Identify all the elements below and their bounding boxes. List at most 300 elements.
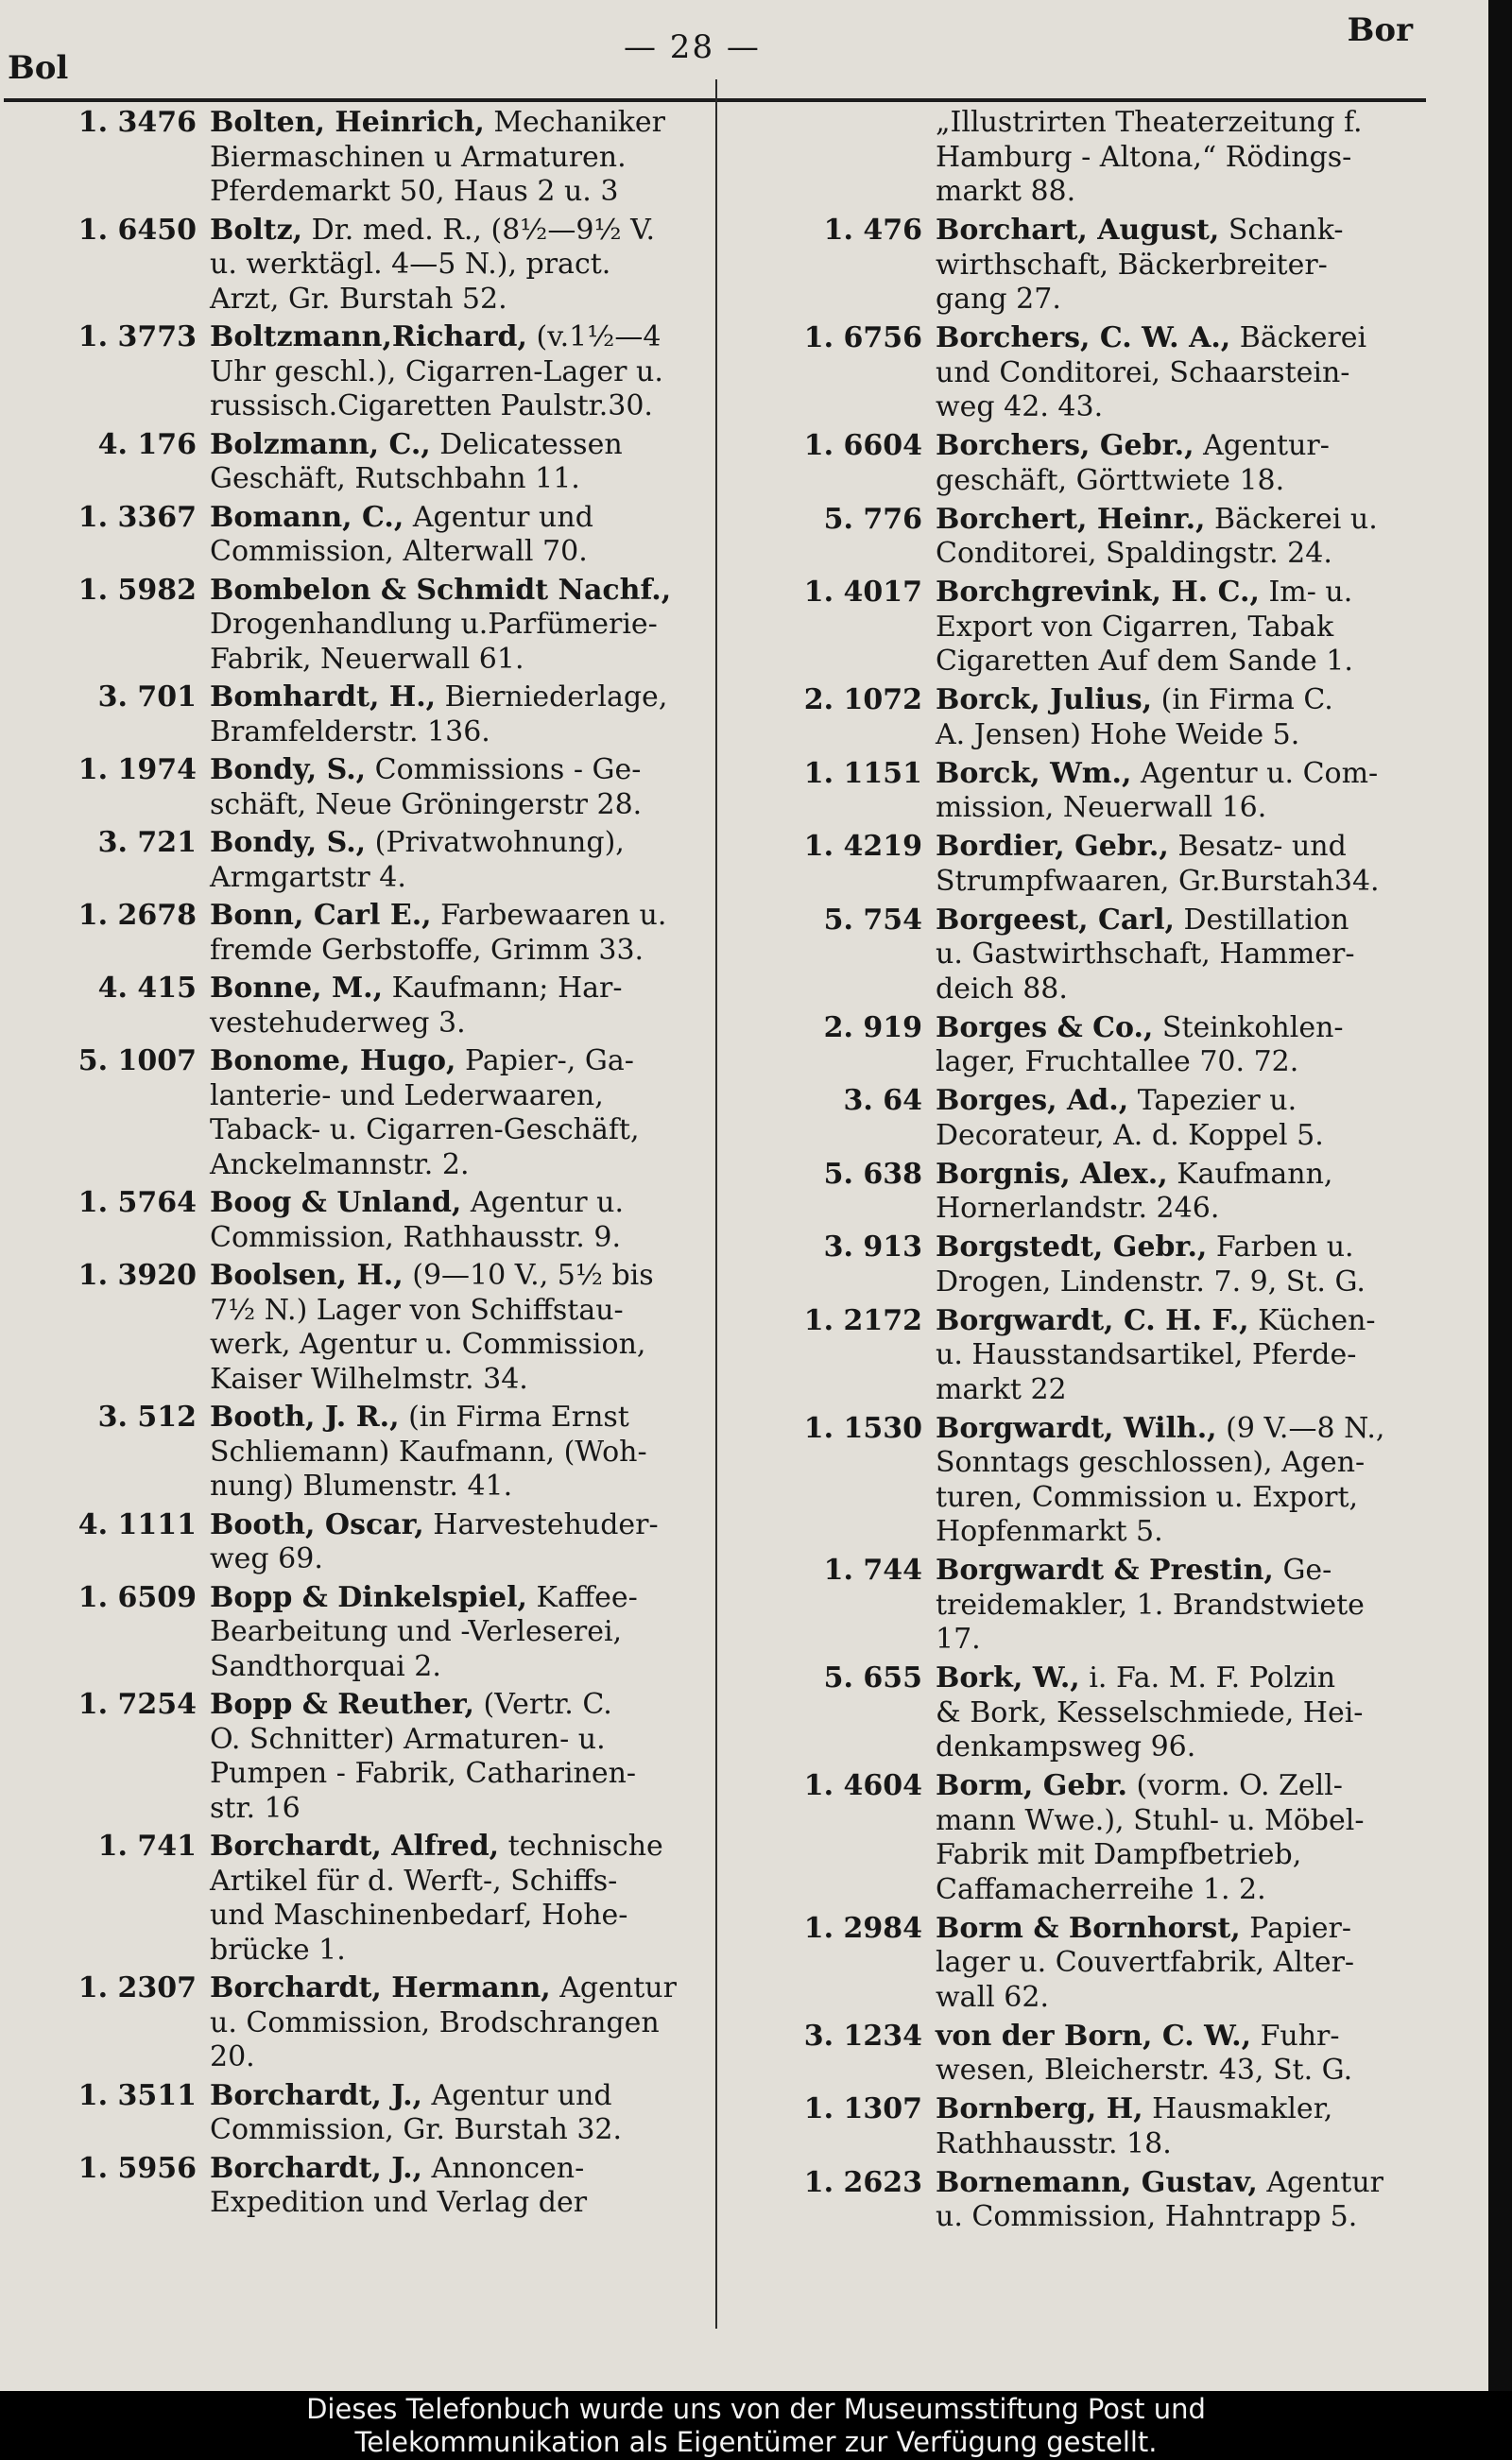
directory-entry — [38, 826, 718, 895]
page-number: — 28 — — [624, 28, 761, 66]
subscriber-name: Bonne, M., — [210, 972, 384, 1005]
phone-number: 1. 2307 — [77, 1971, 197, 2004]
entry-detail-line: u. Hausstandsartikel, Pferde- — [936, 1338, 1357, 1371]
entry-detail-line: schäft, Neue Gröningerstr 28. — [210, 787, 643, 821]
entry-detail: (9 V.—8 N., — [1226, 1411, 1385, 1445]
phone-number: 1. 6604 — [803, 429, 922, 462]
entry-detail-line: wall 62. — [936, 1980, 1049, 2014]
directory-entry — [764, 1230, 1482, 1299]
subscriber-name: Bordier, Gebr., — [936, 830, 1169, 863]
entry-detail-line: Uhr geschl.), Cigarren-Lager u. — [210, 354, 663, 388]
header-left-keyword: Bol — [8, 49, 69, 87]
subscriber-name: Bomann, C., — [210, 500, 404, 534]
entry-detail-line: Strumpfwaaren, Gr.Burstah34. — [936, 864, 1380, 898]
subscriber-name: Borgnis, Alex., — [936, 1157, 1168, 1191]
entry-detail-line: Artikel für d. Werft-, Schiffs- — [210, 1864, 618, 1898]
subscriber-name: Boltzmann,Richard, — [210, 320, 527, 353]
entry-first-line — [210, 753, 701, 788]
directory-entry — [38, 680, 718, 749]
subscriber-name: Bopp & Reuther, — [210, 1688, 474, 1721]
subscriber-name: Bombelon & Schmidt Nachf., — [210, 573, 672, 607]
subscriber-name: von der Born, C. W., — [936, 2019, 1252, 2053]
directory-entry — [38, 320, 718, 424]
entry-detail: Bäckerei u. — [1214, 502, 1378, 536]
entry-detail: (Privatwohnung), — [374, 826, 625, 859]
subscriber-name: Borchert, Heinr., — [936, 502, 1206, 536]
phone-number: 5. 655 — [823, 1661, 922, 1694]
entry-first-line — [210, 320, 701, 355]
phone-number: 1. 7254 — [77, 1688, 197, 1721]
entry-detail: (vorm. O. Zell- — [1136, 1769, 1343, 1802]
subscriber-name: Borges & Co., — [936, 1010, 1154, 1044]
directory-entry — [764, 1769, 1482, 1907]
phone-number: 1. 5956 — [77, 2151, 197, 2185]
phone-number: 1. 3511 — [77, 2078, 197, 2112]
directory-entry — [764, 214, 1482, 318]
entry-detail: Papier- — [1249, 1911, 1352, 1945]
directory-entry — [38, 1581, 718, 1685]
directory-entry — [764, 830, 1482, 899]
entry-detail-line: Rathhausstr. 18. — [936, 2126, 1172, 2160]
entry-first-line — [936, 2092, 1427, 2127]
entry-first-line — [210, 1044, 701, 1079]
subscriber-name: Bolten, Heinrich, — [210, 106, 485, 139]
directory-entry — [764, 1412, 1482, 1550]
subscriber-name: Borgwardt, C. H. F., — [936, 1303, 1249, 1337]
entry-detail: Agentur u. Com- — [1140, 756, 1379, 790]
entry-detail: Küchen- — [1258, 1303, 1376, 1337]
subscriber-name: Borchgrevink, H. C., — [936, 576, 1260, 609]
subscriber-name: Borck, Wm., — [936, 756, 1132, 790]
entry-detail-line: Pferdemarkt 50, Haus 2 u. 3 — [210, 175, 619, 208]
entry-detail-line: Fabrik mit Dampfbetrieb, — [936, 1838, 1302, 1871]
entry-detail-line: O. Schnitter) Armaturen- u. — [210, 1722, 606, 1756]
entry-detail-line: Expedition und Verlag der — [210, 2186, 588, 2219]
entry-first-line — [936, 903, 1427, 938]
entry-first-line — [210, 2152, 701, 2187]
entry-detail-line: lager, Fruchtallee 70. 72. — [936, 1045, 1299, 1078]
phone-number: 1. 2623 — [803, 2165, 922, 2199]
entry-detail-line: Conditorei, Spaldingstr. 24. — [936, 537, 1332, 570]
subscriber-name: Borgwardt & Prestin, — [936, 1554, 1274, 1587]
subscriber-name: Borm & Bornhorst, — [936, 1911, 1241, 1945]
directory-entry — [764, 2092, 1482, 2161]
entry-detail-line: deich 88. — [936, 972, 1068, 1006]
entry-detail-line: Biermaschinen u Armaturen. — [210, 140, 627, 174]
entry-detail-line: brücke 1. — [210, 1933, 346, 1967]
directory-entry — [38, 1259, 718, 1397]
phone-number: 2. 919 — [823, 1010, 922, 1044]
subscriber-name: Bopp & Dinkelspiel, — [210, 1580, 527, 1614]
directory-entry — [38, 214, 718, 318]
page-header — [0, 0, 1488, 106]
entry-detail-line: & Bork, Kesselschmiede, Hei- — [936, 1695, 1364, 1729]
subscriber-name: Bonome, Hugo, — [210, 1044, 456, 1077]
directory-entry — [764, 1554, 1482, 1658]
entry-detail: Im- u. — [1268, 576, 1353, 609]
entry-detail-line: und Conditorei, Schaarstein- — [936, 355, 1350, 389]
entry-detail-line: Commission, Gr. Burstah 32. — [210, 2113, 623, 2146]
entry-detail-line: gang 27. — [936, 283, 1061, 316]
continuation-line: markt 88. — [936, 175, 1076, 208]
entry-detail-line: fremde Gerbstoffe, Grimm 33. — [210, 933, 644, 967]
entry-detail: Agentur u. — [470, 1186, 624, 1219]
entry-detail: (Vertr. C. — [483, 1688, 612, 1721]
continuation-line: „Illustrirten Theaterzeitung f. — [936, 106, 1363, 139]
entry-first-line — [210, 428, 701, 463]
subscriber-name: Borchardt, J., — [210, 2151, 422, 2185]
entry-detail: Besatz- und — [1177, 830, 1347, 863]
directory-entry — [764, 757, 1482, 826]
entry-detail-line: wirthschaft, Bäckerbreiter- — [936, 248, 1328, 282]
entry-first-line — [936, 1412, 1427, 1447]
phone-number: 4. 1111 — [77, 1507, 197, 1541]
phone-number: 5. 754 — [823, 903, 922, 937]
directory-entry — [38, 1830, 718, 1968]
entry-first-line — [210, 2079, 701, 2114]
directory-entry — [764, 576, 1482, 680]
subscriber-name: Borgstedt, Gebr., — [936, 1230, 1208, 1264]
subscriber-name: Booth, J. R., — [210, 1401, 400, 1434]
directory-entry — [38, 2079, 718, 2148]
entry-detail-line: 17. — [936, 1623, 981, 1656]
entry-detail: Kaffee- — [536, 1580, 638, 1614]
entry-detail-line: wesen, Bleicherstr. 43, St. G. — [936, 2054, 1353, 2087]
entry-detail: Farbewaaren u. — [440, 899, 667, 932]
entry-detail-line: lager u. Couvertfabrik, Alter- — [936, 1946, 1355, 1979]
directory-entry — [38, 753, 718, 822]
entry-detail: Delicatessen — [439, 427, 623, 461]
entry-first-line — [936, 1011, 1427, 1046]
directory-entry — [38, 428, 718, 497]
entry-first-line — [210, 1186, 701, 1221]
phone-number: 1. 6509 — [77, 1580, 197, 1614]
entry-detail: Farben u. — [1215, 1230, 1354, 1264]
entry-first-line — [936, 757, 1427, 792]
entry-first-line — [210, 214, 701, 249]
entry-detail-line: lanterie- und Lederwaaren, — [210, 1078, 604, 1112]
entry-detail-line: Sandthorquai 2. — [210, 1649, 441, 1683]
entry-detail-line: u. Commission, Hahntrapp 5. — [936, 2200, 1358, 2233]
entry-detail-line: Export von Cigarren, Tabak — [936, 610, 1334, 644]
directory-entry — [764, 1011, 1482, 1080]
entry-detail-line: Anckelmannstr. 2. — [210, 1147, 470, 1181]
directory-entry — [764, 903, 1482, 1007]
entry-first-line — [210, 1688, 701, 1723]
entry-detail-line: Hopfenmarkt 5. — [936, 1515, 1163, 1548]
entry-first-line — [936, 214, 1427, 249]
subscriber-name: Borchardt, J., — [210, 2078, 422, 2112]
subscriber-name: Bondy, S., — [210, 826, 367, 859]
entry-first-line — [210, 106, 701, 141]
entry-first-line — [936, 2166, 1427, 2201]
entry-detail-line: Cigaretten Auf dem Sande 1. — [936, 645, 1353, 678]
directory-entry — [38, 972, 718, 1041]
entry-detail: Tapezier u. — [1137, 1084, 1297, 1117]
phone-number: 3. 64 — [843, 1084, 922, 1117]
phone-number: 1. 1530 — [803, 1411, 922, 1445]
entry-detail: Agentur und — [431, 2078, 612, 2112]
subscriber-name: Bondy, S., — [210, 753, 367, 786]
entry-detail-line: 20. — [210, 2040, 255, 2073]
entry-detail: Fuhr- — [1260, 2019, 1340, 2053]
phone-number: 3. 913 — [823, 1230, 922, 1264]
entry-detail-line: und Maschinenbedarf, Hohe- — [210, 1899, 628, 1932]
phone-number: 4. 176 — [97, 427, 197, 461]
entry-first-line — [936, 576, 1427, 611]
entry-first-line — [210, 680, 701, 715]
directory-entry — [38, 1044, 718, 1182]
entry-first-line — [210, 972, 701, 1006]
subscriber-name: Borchardt, Alfred, — [210, 1830, 500, 1863]
subscriber-name: Borgwardt, Wilh., — [936, 1411, 1217, 1445]
entry-detail-line: mission, Neuerwall 16. — [936, 791, 1267, 824]
phone-number: 1. 3773 — [77, 320, 197, 353]
entry-detail: Destillation — [1183, 903, 1349, 937]
entry-detail-line: markt 22 — [936, 1372, 1067, 1406]
phone-number: 1. 1151 — [803, 756, 922, 790]
phone-number: 1. 6450 — [77, 213, 197, 247]
entry-detail: i. Fa. M. F. Polzin — [1089, 1661, 1336, 1694]
phone-number: 2. 1072 — [803, 683, 922, 716]
subscriber-name: Borm, Gebr. — [936, 1769, 1127, 1802]
entry-detail-line: Decorateur, A. d. Koppel 5. — [936, 1118, 1324, 1152]
directory-entry — [38, 1401, 718, 1505]
entry-detail-line: geschäft, Görttwiete 18. — [936, 463, 1285, 497]
subscriber-name: Bolzmann, C., — [210, 427, 431, 461]
entry-first-line — [936, 1554, 1427, 1589]
entry-detail-line: Pumpen - Fabrik, Catharinen- — [210, 1757, 637, 1790]
entry-detail-line: Fabrik, Neuerwall 61. — [210, 642, 524, 676]
phone-number: 1. 2678 — [77, 899, 197, 932]
subscriber-name: Borchart, August, — [936, 214, 1220, 247]
directory-entry — [38, 1971, 718, 2075]
entry-first-line — [936, 1912, 1427, 1947]
directory-entry — [38, 1688, 718, 1826]
entry-first-line — [210, 501, 701, 536]
entry-detail: Steinkohlen- — [1161, 1010, 1344, 1044]
phone-number: 1. 4219 — [803, 830, 922, 863]
directory-entry — [38, 106, 718, 210]
phone-number: 4. 415 — [97, 972, 197, 1005]
directory-entry — [764, 683, 1482, 752]
entry-first-line — [936, 1661, 1427, 1696]
directory-entry — [764, 1304, 1482, 1408]
entry-first-line — [210, 1830, 701, 1865]
entry-first-line — [936, 503, 1427, 538]
subscriber-name: Borchers, C. W. A., — [936, 321, 1231, 354]
subscriber-name: Bomhardt, H., — [210, 680, 437, 714]
entry-detail: Agentur — [1266, 2165, 1384, 2199]
scan-edge — [1488, 0, 1512, 2391]
phone-number: 1. 1307 — [803, 2092, 922, 2125]
directory-entry — [38, 2152, 718, 2221]
entry-detail-line: treidemakler, 1. Brandstwiete — [936, 1588, 1365, 1622]
phone-number: 1. 5764 — [77, 1186, 197, 1219]
phone-number: 1. 5982 — [77, 573, 197, 607]
phone-number: 3. 512 — [97, 1401, 197, 1434]
entry-detail-line: Commission, Alterwall 70. — [210, 535, 588, 568]
subscriber-name: Bornberg, H, — [936, 2092, 1143, 2125]
entry-first-line — [936, 1769, 1427, 1804]
phone-number: 1. 4604 — [803, 1769, 922, 1802]
entry-first-line — [936, 1304, 1427, 1339]
entry-first-line — [936, 683, 1427, 718]
entry-detail: Dr. med. R., (8½—9½ V. — [311, 213, 656, 247]
entry-first-line — [936, 429, 1427, 464]
continuation-entry — [764, 106, 1482, 210]
phone-number: 1. 3367 — [77, 500, 197, 534]
directory-entry — [764, 2020, 1482, 2089]
entry-detail: Hausmakler, — [1152, 2092, 1333, 2125]
entry-first-line — [210, 826, 701, 861]
entry-detail-line: Arzt, Gr. Burstah 52. — [210, 282, 507, 316]
entry-detail: (in Firma Ernst — [408, 1401, 629, 1434]
directory-entry — [38, 1186, 718, 1255]
entry-detail-line: werk, Agentur u. Commission, — [210, 1328, 646, 1361]
entry-detail-line: 7½ N.) Lager von Schiffstau- — [210, 1293, 624, 1327]
entry-detail-line: denkampsweg 96. — [936, 1730, 1196, 1763]
directory-entry — [764, 321, 1482, 425]
entry-detail: Schank- — [1228, 214, 1344, 247]
entry-detail: Kaufmann; Har- — [391, 972, 623, 1005]
entry-detail-line: weg 42. 43. — [936, 390, 1104, 423]
entry-detail-line: Hornerlandstr. 246. — [936, 1192, 1220, 1225]
entry-detail-line: u. Gastwirthschaft, Hammer- — [936, 938, 1355, 971]
phone-number: 1. 476 — [823, 214, 922, 247]
entry-first-line — [936, 1158, 1427, 1193]
directory-entry — [764, 1661, 1482, 1765]
header-right-keyword: Bor — [1347, 11, 1413, 49]
entry-detail: (9—10 V., 5½ bis — [412, 1259, 654, 1292]
subscriber-name: Booth, Oscar, — [210, 1507, 424, 1541]
phone-number: 1. 6756 — [803, 321, 922, 354]
entry-detail: Annoncen- — [431, 2151, 585, 2185]
entry-first-line — [936, 1230, 1427, 1265]
entry-first-line — [210, 1971, 701, 2006]
entry-detail-line: str. 16 — [210, 1791, 301, 1825]
entry-detail-line: Kaiser Wilhelmstr. 34. — [210, 1362, 528, 1396]
entry-detail-line: Bramfelderstr. 136. — [210, 714, 490, 748]
phone-number: 5. 638 — [823, 1157, 922, 1191]
entry-first-line — [210, 1508, 701, 1543]
phone-number: 5. 776 — [823, 502, 922, 536]
entry-first-line — [210, 1581, 701, 1616]
directory-entry — [38, 899, 718, 968]
directory-entry — [764, 503, 1482, 572]
subscriber-name: Borgeest, Carl, — [936, 903, 1175, 937]
directory-entry — [764, 429, 1482, 498]
entry-first-line — [936, 321, 1427, 356]
entry-detail: technische — [507, 1830, 663, 1863]
entry-detail: Agentur- — [1203, 429, 1330, 462]
phone-number: 1. 741 — [97, 1830, 197, 1863]
entry-detail: Bierniederlage, — [444, 680, 668, 714]
entry-first-line — [210, 1401, 701, 1436]
entry-detail-line: A. Jensen) Hohe Weide 5. — [936, 717, 1300, 751]
phone-number: 1. 2984 — [803, 1911, 922, 1945]
left-column — [38, 106, 718, 2225]
continuation-line: Hamburg - Altona,“ Rödings- — [936, 140, 1352, 174]
entry-detail-line: Armgartstr 4. — [210, 860, 406, 894]
subscriber-name: Borchers, Gebr., — [936, 429, 1194, 462]
entry-detail: Agentur — [559, 1971, 677, 2004]
entry-detail-line: Drogen, Lindenstr. 7. 9, St. G. — [936, 1264, 1366, 1299]
subscriber-name: Boltz, — [210, 213, 303, 247]
phone-number: 1. 4017 — [803, 576, 922, 609]
phone-number: 1. 3476 — [77, 106, 197, 139]
entry-detail: Agentur und — [412, 500, 593, 534]
phone-number: 3. 1234 — [803, 2019, 922, 2053]
entry-detail-line: Sonntags geschlossen), Agen- — [936, 1446, 1366, 1479]
entry-detail: Mechaniker — [493, 106, 665, 139]
entry-detail: Ge- — [1282, 1554, 1332, 1587]
entry-detail-line: vestehuderweg 3. — [210, 1006, 466, 1040]
entry-detail: Papier-, Ga- — [465, 1044, 634, 1077]
entry-first-line — [936, 2020, 1427, 2055]
entry-detail-line: Commission, Rathhausstr. 9. — [210, 1220, 621, 1254]
entry-detail-line: Geschäft, Rutschbahn 11. — [210, 462, 580, 495]
entry-detail: (v.1½—4 — [536, 320, 662, 353]
directory-entry — [764, 1084, 1482, 1153]
subscriber-name: Borchardt, Hermann, — [210, 1971, 551, 2004]
phone-number: 1. 1974 — [77, 753, 197, 786]
entry-detail-line: Taback- u. Cigarren-Geschäft, — [210, 1113, 640, 1146]
phone-number: 3. 721 — [97, 826, 197, 859]
subscriber-name: Borck, Julius, — [936, 683, 1153, 716]
entry-detail: Bäckerei — [1239, 321, 1367, 354]
directory-entry — [764, 1912, 1482, 2016]
entry-detail-line: Schliemann) Kaufmann, (Woh- — [210, 1435, 647, 1469]
entry-detail-line: u. Commission, Brodschrangen — [210, 2005, 660, 2039]
subscriber-name: Borges, Ad., — [936, 1084, 1129, 1117]
directory-entry — [38, 501, 718, 570]
directory-entry — [764, 1158, 1482, 1227]
entry-detail-line: mann Wwe.), Stuhl- u. Möbel- — [936, 1803, 1365, 1837]
entry-detail-line: Bearbeitung und -Verleserei, — [210, 1615, 623, 1648]
entry-detail-line: u. werktägl. 4—5 N.), pract. — [210, 248, 611, 281]
directory-entry — [764, 2166, 1482, 2235]
subscriber-name: Bonn, Carl E., — [210, 899, 432, 932]
entry-detail: Kaufmann, — [1177, 1157, 1333, 1191]
entry-detail-line: weg 69. — [210, 1542, 323, 1575]
footer-line-1: Dieses Telefonbuch wurde uns von der Museumsstiftung Post und — [306, 2393, 1206, 2425]
entry-first-line — [210, 574, 701, 609]
subscriber-name: Boolsen, H., — [210, 1259, 404, 1292]
phone-number: 1. 2172 — [803, 1303, 922, 1337]
phone-number: 3. 701 — [97, 680, 197, 714]
phone-number: 1. 744 — [823, 1554, 922, 1587]
entry-detail-line: Caffamacherreihe 1. 2. — [936, 1872, 1266, 1906]
entry-detail-line: nung) Blumenstr. 41. — [210, 1470, 513, 1503]
entry-detail: Harvestehuder- — [433, 1507, 659, 1541]
entry-detail-line: russisch.Cigaretten Paulstr.30. — [210, 389, 653, 422]
subscriber-name: Bork, W., — [936, 1661, 1080, 1694]
subscriber-name: Boog & Unland, — [210, 1186, 462, 1219]
entry-detail: Commissions - Ge- — [374, 753, 642, 786]
entry-first-line — [210, 1259, 701, 1294]
subscriber-name: Bornemann, Gustav, — [936, 2165, 1258, 2199]
entry-detail-line: turen, Commission u. Export, — [936, 1480, 1359, 1514]
footer-line-2: Telekommunikation als Eigentümer zur Verfügung gestellt. — [354, 2426, 1158, 2458]
phone-number: 5. 1007 — [77, 1044, 197, 1077]
entry-first-line — [936, 1084, 1427, 1119]
directory-entry — [38, 1508, 718, 1577]
entry-detail: (in Firma C. — [1160, 683, 1333, 716]
right-column — [764, 106, 1482, 2239]
phone-number: 1. 3920 — [77, 1259, 197, 1292]
entry-detail-line: Drogenhandlung u.Parfümerie- — [210, 608, 658, 641]
